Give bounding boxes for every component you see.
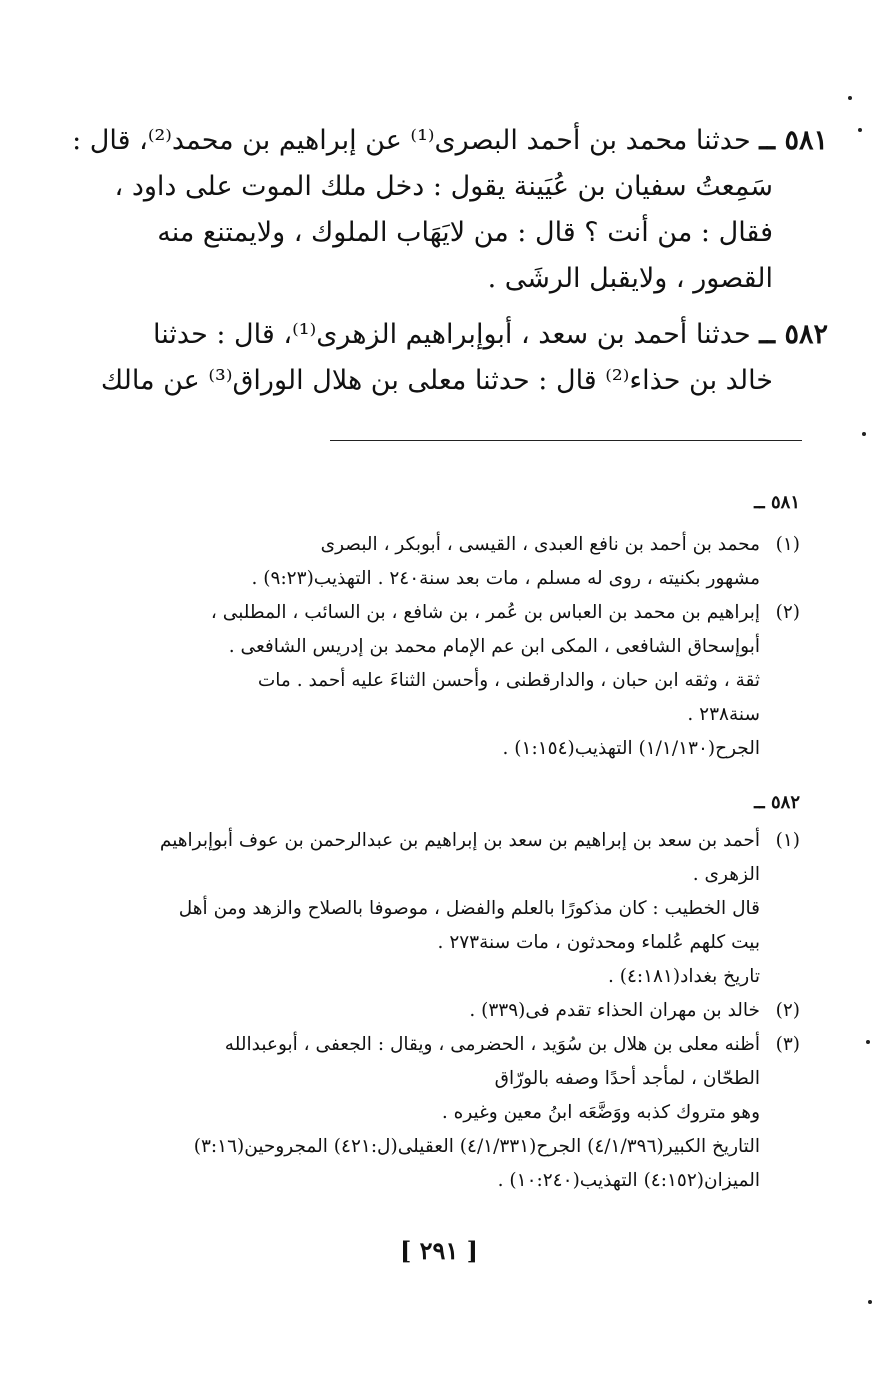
footnote-mark: (١) [775,830,800,851]
hadith-582-line-2: خالد بن حذاء⁽²⁾ قال : حدثنا معلى بن هلال الوراق⁽³⁾ عن مالك [100,365,773,396]
hadith-581-line-4: القصور ، ولايقبل الرشَى . [487,263,773,294]
footnote-line: وهو متروك كذبه ووَضَّعَه ابنُ معين وغيره . [441,1102,760,1123]
footnote-line: أحمد بن سعد بن إبراهيم بن سعد بن إبراهيم بن عبدالرحمن بن عوف أبوإبراهيم [159,830,760,851]
scan-speck [858,128,862,132]
footnote-line: إبراهيم بن محمد بن العباس بن عُمر ، بن شافع ، بن السائب ، المطلبى ، [210,602,760,623]
scan-speck [862,432,866,436]
footnote [130,994,800,1028]
hadith-582 [100,312,828,404]
footnote-line: الزهرى . [692,864,760,885]
footnote-line: خالد بن مهران الحذاء تقدم فى(٣٣٩) . [469,1000,760,1021]
hadith-581-line-3: فقال : من أنت ؟ قال : من لايَهَاب الملوك ، ولايمتنع منه [157,217,773,248]
hadith-582-line-1 [128,312,828,358]
footnotes-581 [130,528,800,766]
footnote-mark: (٢) [775,1000,800,1021]
footnotes-582 [130,824,800,1198]
footnote-line: أظنه معلى بن هلال بن سُوَيد ، الحضرمى ، ويقال : الجعفى ، أبوعبدالله [224,1034,760,1055]
footnote-line: سنة٢٣٨ . [687,704,760,725]
footnote-line: محمد بن أحمد بن نافع العبدى ، القيسى ، أبوبكر ، البصرى [320,534,760,555]
hadith-581-line-2: سَمِعتُ سفيان بن عُيَينة يقول : دخل ملك الموت على داود ، [114,171,773,202]
scan-speck [866,1040,870,1044]
footnote-separator [330,440,802,441]
scan-speck [848,96,852,100]
page-number: [ ٢٩١ ] [399,1236,479,1265]
footnote-line: مشهور بكنيته ، روى له مسلم ، مات بعد سنة٢٤٠ . التهذيب(٩:٢٣) . [251,568,760,589]
footnote-line: أبوإسحاق الشافعى ، المكى ابن عم الإمام محمد بن إدريس الشافعى . [228,636,760,657]
footnote-line: قال الخطيب : كان مذكورًا بالعلم والفضل ، موصوفا بالصلاح والزهد ومن أهل [178,898,760,919]
footnote-mark: (٢) [775,602,800,623]
footnote [130,1028,800,1198]
hadith-581 [72,118,828,302]
footnote [130,824,800,994]
footnote-mark: (١) [775,534,800,555]
footnote-line: تاريخ بغداد(٤:١٨١) . [607,966,760,987]
footnote-line: الميزان(٤:١٥٢) التهذيب(١٠:٢٤٠) . [497,1170,760,1191]
footnote-line: ثقة ، وثقه ابن حبان ، والدارقطنى ، وأحسن الثناءَ عليه أحمد . مات [257,670,760,691]
hadith-number: ٥٨١ ــ [759,125,828,156]
footnotes-581-heading: ٥٨١ ــ [754,492,800,513]
hadith-text: حدثنا أحمد بن سعد ، أبوإبراهيم الزهرى⁽¹⁾، قال : حدثنا [153,319,751,350]
hadith-581-line-1 [72,118,828,164]
footnotes-582-heading: ٥٨٢ ــ [754,792,800,813]
footnote-mark: (٣) [775,1034,800,1055]
hadith-number: ٥٨٢ ــ [759,319,828,350]
scan-speck [868,1300,872,1304]
footnote [130,596,800,766]
footnote-line: الطحّان ، لمأجد أحدًا وصفه بالورّاق [494,1068,760,1089]
footnote-line: التاريخ الكبير(٤/١/٣٩٦) الجرح(٤/١/٣٣١) العقيلى(ل:٤٢١) المجروحين(٣:١٦) [193,1136,760,1157]
footnote [130,528,800,596]
footnote-line: الجرح(١/١/١٣٠) التهذيب(١:١٥٤) . [502,738,760,759]
hadith-text: حدثنا محمد بن أحمد البصرى⁽¹⁾ عن إبراهيم بن محمد⁽²⁾، قال : [72,125,751,156]
footnote-line: بيت كلهم عُلماء ومحدثون ، مات سنة٢٧٣ . [437,932,760,953]
